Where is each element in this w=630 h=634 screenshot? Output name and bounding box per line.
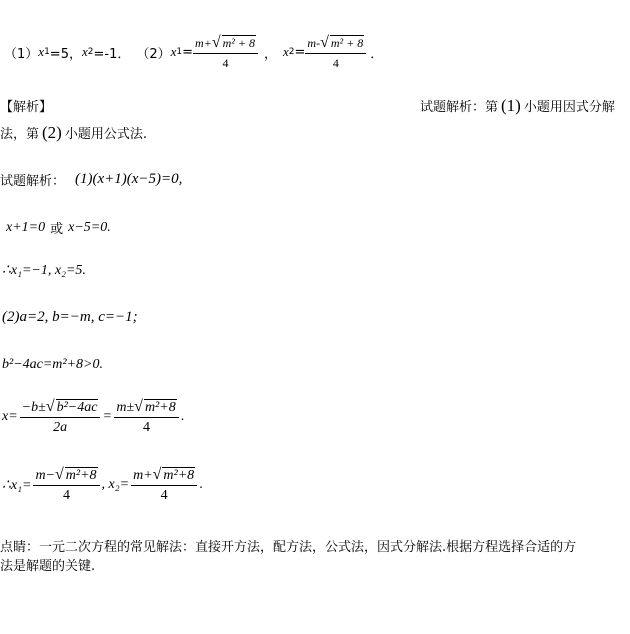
answer-fraction-2-radicand: m² + 8 (330, 35, 364, 50)
sqrt-icon: √ (45, 398, 55, 415)
answer-eq4: = (294, 44, 306, 60)
solution-step-6-radicand-2: m²+8 (144, 400, 176, 415)
answer-fraction-2-num: m- (307, 35, 321, 50)
analysis-line-1-number: (1) (501, 96, 521, 115)
answer-separator: ， (263, 46, 277, 62)
solution-step-6-num-2: m± (116, 400, 135, 415)
answer-x2-sub: 2 (87, 47, 94, 57)
solution-step-7-fraction-2 (131, 466, 197, 504)
analysis-line-1-a: 试题解析：第 (420, 100, 499, 115)
solution-step-2-b: x−5=0. (68, 219, 111, 235)
answer-fraction-2 (305, 34, 366, 71)
answer-x2-part2: x (282, 44, 289, 59)
solution-step-4: (2)a=2, b=−m, c=−1; (2, 309, 138, 325)
solution-step-7-radicand-1: m²+8 (65, 468, 97, 483)
answer-x1-part2-sub: 1 (176, 47, 183, 57)
solution-step-6-x: x= (2, 409, 18, 424)
answer-fraction-2-den: 4 (332, 55, 339, 70)
solution-step-7-fraction-1 (33, 466, 99, 504)
answer-fraction-1-radicand: m² + 8 (222, 35, 255, 50)
answer-x2: x (81, 44, 88, 59)
solution-step-7-mid: , x₂= (101, 477, 130, 492)
answer-eq1: =5， (49, 46, 82, 62)
answer-line (4, 30, 383, 74)
solution-line-2 (6, 218, 111, 237)
answer-eq2: =-1． (93, 46, 131, 62)
solution-step-7-num-1: m− (35, 468, 55, 483)
solution-step-2-a: x+1=0 (6, 219, 46, 235)
answer-part2-label: （2） (136, 46, 171, 62)
answer-part1-label: （1） (4, 46, 39, 62)
solution-line-1 (0, 170, 182, 189)
solution-step-2-or: 或 (50, 222, 64, 237)
answer-eq3: = (182, 44, 194, 60)
solution-line-7 (2, 466, 203, 504)
answer-fraction-1-num: m+ (195, 35, 212, 50)
solution-step-6-end: . (180, 409, 185, 424)
solution-step-7-den-1: 4 (62, 488, 70, 503)
solution-step-6-fraction-2 (114, 398, 178, 436)
solution-step-6-num-1: −b± (21, 400, 46, 415)
solution-step-3: ∴x₁=−1, x₂=5. (2, 263, 86, 278)
answer-x1-sub: 1 (44, 47, 50, 57)
answer-fraction-1 (193, 34, 258, 71)
analysis-line-2-a: 法，第 (0, 127, 40, 142)
answer-fraction-1-den: 4 (222, 55, 229, 70)
solution-step-5: b²−4ac=m²+8>0. (2, 357, 104, 372)
answer-x1-part2: x (170, 44, 177, 59)
analysis-line-2-b: 小题用公式法. (64, 127, 147, 142)
sqrt-icon: √ (152, 466, 162, 483)
solution-step-7-prefix: ∴x₁= (2, 477, 32, 493)
sqrt-icon: √ (55, 466, 64, 483)
comment-line-1: 点睛：一元二次方程的常见解法：直接开方法，配方法，公式法，因式分解法.根据方程选择合适的方 (0, 540, 577, 555)
solution-step-7-num-2: m+ (133, 468, 153, 483)
sqrt-icon: √ (134, 398, 143, 415)
solution-step-7-den-2: 4 (160, 488, 168, 503)
solution-label: 试题解析： (0, 174, 66, 189)
analysis-heading: 【解析】 (0, 100, 53, 115)
analysis-line-2 (0, 123, 147, 143)
solution-step-6-fraction-1 (20, 398, 101, 436)
solution-step-6-den-1: 2a (53, 420, 68, 435)
answer-x2-part2-sub: 2 (288, 47, 295, 57)
sqrt-icon: √ (211, 33, 221, 51)
solution-step-6-den-2: 4 (143, 420, 151, 435)
analysis-line-1-b: 小题用因式分解 (523, 100, 615, 115)
answer-end: ． (370, 46, 384, 62)
analysis-line-1 (420, 96, 615, 116)
solution-step-6-radicand-1: b²−4ac (56, 400, 98, 415)
comment-line-2: 法是解题的关键. (0, 559, 96, 574)
solution-step-7-radicand-2: m²+8 (163, 468, 195, 483)
solution-step-6-eq: = (103, 409, 112, 424)
solution-line-6 (2, 398, 184, 436)
answer-x1: x (38, 44, 45, 59)
sqrt-icon: √ (320, 33, 329, 51)
analysis-line-2-number: (2) (42, 123, 62, 142)
solution-step-1: (1)(x+1)(x−5)=0, (75, 171, 183, 187)
solution-step-7-end: . (199, 477, 203, 492)
